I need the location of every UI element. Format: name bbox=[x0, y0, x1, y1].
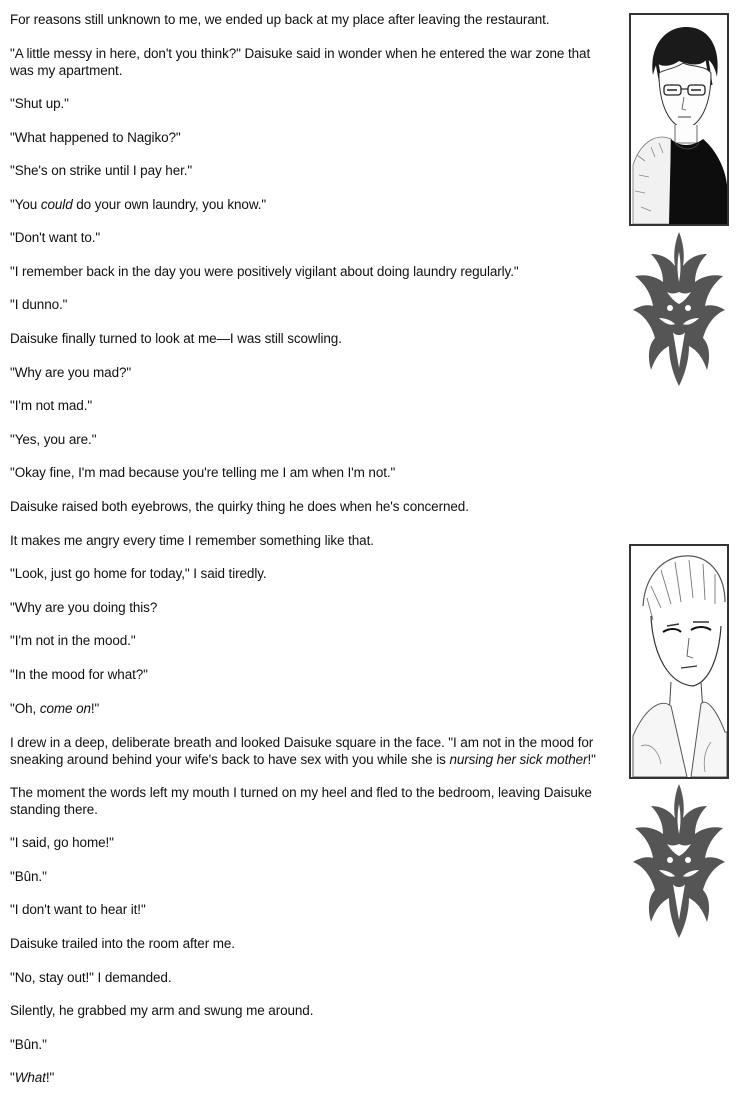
tribal-ornament-icon bbox=[629, 228, 729, 390]
paragraph: "Look, just go home for today," I said tiredly. bbox=[10, 566, 267, 581]
paragraph: For reasons still unknown to me, we ended up back at my place after leaving the restaurant. bbox=[10, 12, 550, 27]
paragraph: "Oh, come on!" bbox=[10, 701, 100, 716]
paragraph: "A little messy in here, don't you think?" Daisuke said in wonder when he entered the war zone that was my apartment. bbox=[10, 46, 591, 78]
paragraph: "What!" bbox=[10, 1070, 55, 1085]
paragraph: "She's on strike until I pay her." bbox=[10, 163, 193, 178]
paragraph: "Why are you mad?" bbox=[10, 365, 132, 380]
paragraph: "Why are you doing this? bbox=[10, 600, 158, 615]
paragraph: "What happened to Nagiko?" bbox=[10, 130, 181, 145]
paragraph: "You could do your own laundry, you know." bbox=[10, 197, 267, 212]
tribal-ornament-icon bbox=[629, 780, 729, 942]
paragraph: "No, stay out!" I demanded. bbox=[10, 970, 172, 985]
paragraph: Daisuke raised both eyebrows, the quirky thing he does when he's concerned. bbox=[10, 499, 469, 514]
paragraph: "I dunno." bbox=[10, 297, 68, 312]
paragraph: "I don't want to hear it!" bbox=[10, 902, 146, 917]
paragraph: "Don't want to." bbox=[10, 230, 101, 245]
paragraph: "Shut up." bbox=[10, 96, 69, 111]
paragraph: Silently, he grabbed my arm and swung me around. bbox=[10, 1003, 314, 1018]
paragraph: "Yes, you are." bbox=[10, 432, 97, 447]
paragraph: Daisuke trailed into the room after me. bbox=[10, 936, 235, 951]
paragraph: "I'm not in the mood." bbox=[10, 633, 136, 648]
paragraph: "Bûn." bbox=[10, 869, 47, 884]
paragraph: "I said, go home!" bbox=[10, 835, 114, 850]
paragraph: "Okay fine, I'm mad because you're telling me I am when I'm not." bbox=[10, 465, 396, 480]
paragraph: "I'm not mad." bbox=[10, 398, 93, 413]
paragraph: The moment the words left my mouth I turned on my heel and fled to the bedroom, leaving Daisuke standing there. bbox=[10, 785, 592, 817]
portrait-man bbox=[629, 544, 729, 779]
paragraph: Daisuke finally turned to look at me—I was still scowling. bbox=[10, 331, 342, 346]
paragraph: "Bûn." bbox=[10, 1037, 47, 1052]
paragraph: "In the mood for what?" bbox=[10, 667, 148, 682]
portrait-daisuke bbox=[629, 13, 729, 226]
paragraph: I drew in a deep, deliberate breath and looked Daisuke square in the face. "I am not in the mood for sneaking around behind your wife's back to have sex with you while she is nursing her sick mother!" bbox=[10, 735, 596, 767]
paragraph: It makes me angry every time I remember something like that. bbox=[10, 533, 374, 548]
paragraph: "I remember back in the day you were positively vigilant about doing laundry regularly." bbox=[10, 264, 519, 279]
